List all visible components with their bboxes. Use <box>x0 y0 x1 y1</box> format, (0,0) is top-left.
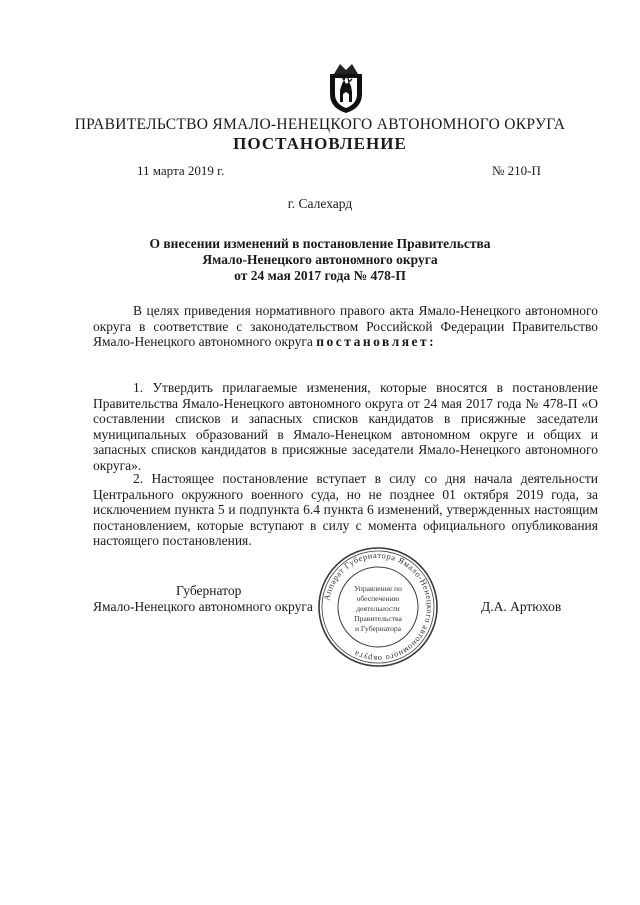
document-city: г. Салехард <box>287 196 353 211</box>
document-type: ПОСТАНОВЛЕНИЕ <box>233 134 407 153</box>
seal-center-line-1: Управление по <box>354 584 402 593</box>
document-title <box>100 236 540 284</box>
document-number: № 210-П <box>492 163 541 178</box>
seal-center-line-5: и Губернатора <box>354 624 402 633</box>
seal-ring-text: Аппарат Губернатора Ямало-Ненецкого автономного округа <box>322 550 435 664</box>
item-1-paragraph: 1. Утвердить прилагаемые изменения, которые вносятся в постановление Правительства Ямало-Ненецкого автономного округа от 24 мая 2017 года № 478-П «О составлении списков и запасных списков кандидатов в присяжные заседатели муниципальных образований в Ямало-Ненецком автономном округе и общих и запасных списков кандидатов в присяжные заседатели Ямало-Ненецкого автономного округа». <box>93 380 598 473</box>
coat-of-arms-emblem <box>322 58 370 114</box>
seal-center-line-3: деятельности <box>356 604 400 613</box>
preamble-paragraph <box>93 303 598 350</box>
document-date: 11 марта 2019 г. <box>137 163 225 178</box>
official-seal-stamp <box>316 545 440 669</box>
signatory-name: Д.А. Артюхов <box>481 599 562 614</box>
preamble-text: В целях приведения нормативного правого акта Ямало-Ненецкого автономного округа в соответствие с законодательством Российской Федерации Правительство Ямало-Ненецкого автономного округа <box>93 303 598 349</box>
seal-center-line-2: обеспечению <box>356 594 400 603</box>
seal-center-line-4: Правительства <box>354 614 402 623</box>
organization-name: ПРАВИТЕЛЬСТВО ЯМАЛО-НЕНЕЦКОГО АВТОНОМНОГО ОКРУГА <box>74 116 566 133</box>
signatory-title: Губернатор <box>176 583 242 598</box>
preamble-resolves: постановляет: <box>316 334 437 349</box>
item-2-paragraph: 2. Настоящее постановление вступает в силу со дня начала деятельности Центрального окружного военного суда, но не позднее 01 октября 2019 года, за исключением пункта 5 и подпункта 6.4 пункта 6 изменений, утвержденных настоящим постановлением, которые вступают в силу с момента официального опубликования настоящего постановления. <box>93 471 598 548</box>
title-line-3: от 24 мая 2017 года № 478-П <box>234 268 406 283</box>
title-line-2: Ямало-Ненецкого автономного округа <box>202 252 438 267</box>
signatory-organization: Ямало-Ненецкого автономного округа <box>93 599 313 614</box>
title-line-1: О внесении изменений в постановление Правительства <box>149 236 491 251</box>
